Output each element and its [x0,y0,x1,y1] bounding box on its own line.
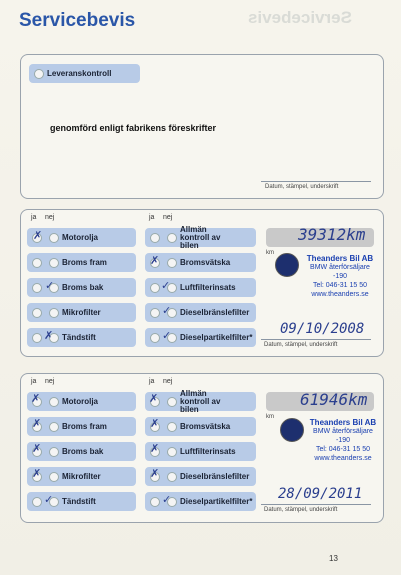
handwritten-check: ✓ [161,279,171,292]
item-label: Broms bak [62,446,104,456]
page-title: Servicebevis [19,10,136,31]
handwritten-check: ✗ [150,417,160,430]
checkbox-circle[interactable] [32,308,42,318]
odometer-reading: 61946km [300,390,368,409]
checkbox-circle[interactable] [49,308,59,318]
service-sign-label: Datum, stämpel, underskrift [264,342,338,348]
stamp-line: -190 [335,437,350,444]
checkbox-circle[interactable] [167,397,177,407]
item-broms-bak [27,278,136,297]
handwritten-check: ✗ [32,417,42,430]
col-ja: ja [31,214,37,221]
item-label: Mikrofilter [62,471,101,481]
km-label: km [266,250,274,256]
checkbox-circle[interactable] [150,308,160,318]
col-ja-right: ja [149,378,155,385]
item-motorolja [27,228,136,247]
checkbox-circle[interactable] [49,447,59,457]
delivery-sign-label: Datum, stämpel, underskrift [265,184,339,190]
handwritten-check: ✗ [44,329,54,342]
item-label: Broms bak [62,282,104,292]
checkbox-circle[interactable] [167,472,177,482]
item-label: Dieselbränslefilter [180,307,250,317]
item-motorolja [27,392,136,411]
service-date: 09/10/2008 [280,321,365,337]
bleed-through-title: Servicebevis [248,8,352,27]
checkbox-circle[interactable] [167,422,177,432]
checkbox-circle[interactable] [32,258,42,268]
item-label: Broms fram [62,257,107,267]
col-ja: ja [31,378,37,385]
dealer-stamp [303,418,383,463]
item-label: Motorolja [62,232,98,242]
km-label: km [266,414,274,420]
dealer-stamp [300,254,380,299]
handwritten-check: ✓ [44,493,54,506]
checkbox-circle[interactable] [32,497,42,507]
checkbox-circle[interactable] [49,258,59,268]
signature-line [261,339,371,340]
stamp-name: Theanders Bil AB [306,254,374,263]
col-nej-right: nej [163,214,173,221]
item-label: Motorolja [62,396,98,406]
item-label: Tändstift [62,332,96,342]
item-label: Tändstift [62,496,96,506]
item-mikrofilter [27,303,136,322]
checkbox-circle[interactable] [150,283,160,293]
service-sign-label: Datum, stämpel, underskrift [264,507,338,513]
handwritten-check: ✓ [45,279,55,292]
stamp-line: www.theanders.se [314,455,372,462]
item-allman-kontroll [145,224,256,250]
col-ja-right: ja [149,214,155,221]
service-date: 28/09/2011 [278,486,363,502]
checkbox-circle[interactable] [49,472,59,482]
col-nej-right: nej [163,378,173,385]
item-label: Mikrofilter [62,307,101,317]
item-label: Dieselpartikelfilter* [180,496,253,506]
item-bromsvatska [145,417,256,436]
handwritten-check: ✓ [162,329,172,342]
item-label: Luftfilterinsats [180,446,236,456]
stamp-line: BMW återförsäljare [310,264,370,271]
col-nej: nej [45,214,55,221]
handwritten-check: ✗ [31,392,41,405]
handwritten-check: ✓ [162,304,172,317]
item-mikrofilter [27,467,136,486]
item-label: Bromsvätska [180,257,231,267]
handwritten-check: ✗ [33,229,43,242]
col-nej: nej [45,378,55,385]
stamp-name: Theanders Bil AB [309,418,377,427]
page-number: 13 [329,554,338,563]
handwritten-check: ✗ [32,467,42,480]
checkbox-circle[interactable] [167,447,177,457]
item-label: Allmän kontroll av bilen [180,388,221,414]
stamp-line: Tel: 046-31 15 50 [315,446,371,453]
item-bromsvatska [145,253,256,272]
handwritten-check: ✗ [150,467,160,480]
item-label: Dieselpartikelfilter* [180,332,253,342]
delivery-check-pill [29,64,140,83]
item-label: Broms fram [62,421,107,431]
item-luftfilter [145,442,256,461]
checkbox-circle[interactable] [32,283,42,293]
checkbox-circle[interactable] [49,422,59,432]
handwritten-check: ✓ [162,493,172,506]
handwritten-check: ✗ [150,254,160,267]
bmw-logo-icon [275,253,299,277]
signature-line [261,181,371,182]
handwritten-check: ✗ [149,392,159,405]
item-label: Bromsvätska [180,421,231,431]
checkbox-circle[interactable] [150,233,160,243]
checkbox-circle[interactable] [150,497,160,507]
checkbox-circle[interactable] [150,333,160,343]
stamp-line: www.theanders.se [311,291,369,298]
delivery-statement: genomförd enligt fabrikens föreskrifter [50,123,217,133]
item-dieselbransle [145,467,256,486]
checkbox-circle[interactable] [49,233,59,243]
item-broms-fram [27,417,136,436]
delivery-check-label: Leveranskontroll [47,68,112,78]
item-allman-kontroll [145,388,256,414]
stamp-line: Tel: 046-31 15 50 [312,282,368,289]
signature-line [261,504,371,505]
checkbox-circle[interactable] [34,69,44,79]
checkbox-circle[interactable] [167,233,177,243]
item-label: Dieselbränslefilter [180,471,250,481]
checkbox-circle[interactable] [167,258,177,268]
odometer-reading: 39312km [298,225,366,244]
stamp-line: -190 [332,273,347,280]
item-label: Luftfilterinsats [180,282,236,292]
handwritten-check: ✗ [32,442,42,455]
item-label: Allmän kontroll av bilen [180,224,221,250]
handwritten-check: ✗ [150,442,160,455]
bmw-logo-icon [280,418,304,442]
checkbox-circle[interactable] [49,397,59,407]
item-broms-bak [27,442,136,461]
checkbox-circle[interactable] [32,333,42,343]
item-broms-fram [27,253,136,272]
stamp-line: BMW återförsäljare [313,428,373,435]
